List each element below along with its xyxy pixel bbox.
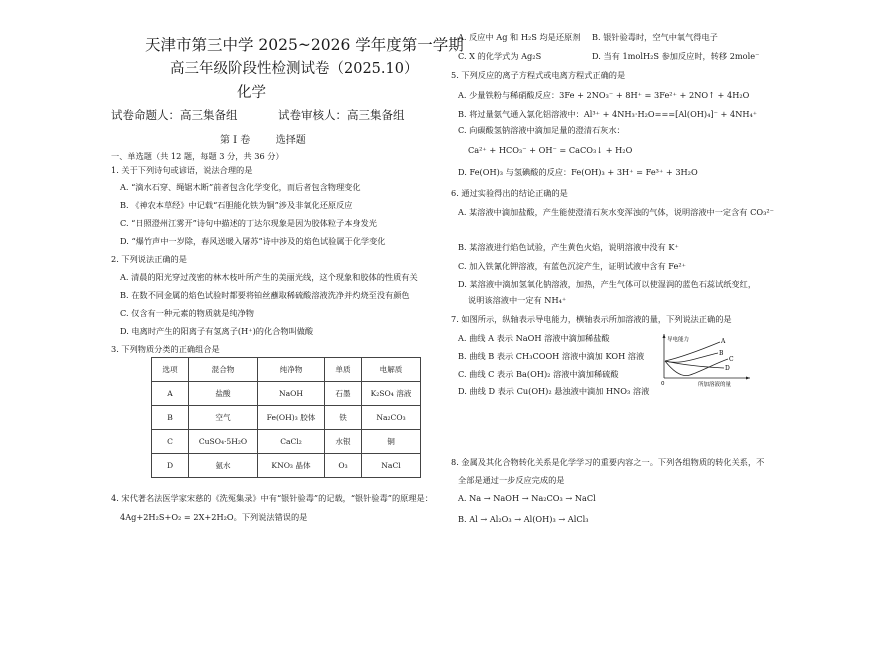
q2-option-a: A. 清晨的阳光穿过茂密的林木枝叶所产生的美丽光线，这个现象和胶体的性质有关: [120, 272, 418, 282]
table-cell: 铁: [325, 406, 362, 430]
q6-option-b: B. 某溶液进行焰色试验，产生黄色火焰，说明溶液中没有 K⁺: [458, 242, 679, 252]
reviewer-label: 试卷审核人：高三集备组: [278, 108, 405, 122]
table-header-cell: 单质: [325, 358, 362, 382]
q8-option-a: A. Na → NaOH → Na₂CO₃ → NaCl: [458, 493, 596, 503]
table-cell: 铜: [362, 430, 421, 454]
q3-stem: 3. 下列物质分类的正确组合是: [111, 344, 220, 354]
q4-option-b: B. 银针验毒时，空气中氧气得电子: [592, 32, 718, 42]
conductivity-chart: [658, 331, 754, 389]
q6-option-a: A. 某溶液中滴加盐酸，产生能使澄清石灰水变浑浊的气体，说明溶液中一定含有 CO₃²⁻: [458, 207, 774, 217]
table-row: [152, 430, 421, 454]
q7-option-c: C. 曲线 C 表示 Ba(OH)₂ 溶液中滴加稀硫酸: [458, 369, 619, 379]
q2-option-b: B. 在数不同金属的焰色试验时都要将铂丝蘸取稀硫酸溶液洗净并灼烧至没有颜色: [120, 290, 410, 300]
curve-d-label: D: [725, 365, 730, 372]
table-header-cell: 纯净物: [258, 358, 325, 382]
q5-option-b: B. 将过量氨气通入氯化铝溶液中：Al³⁺ + 4NH₃·H₂O===[Al(OH)₄]⁻ + 4NH₄⁺: [458, 109, 758, 119]
table-header-row: [152, 358, 421, 382]
table-header-cell: 选项: [152, 358, 189, 382]
y-axis-arrow: [663, 334, 666, 338]
table-cell: NaOH: [258, 382, 325, 406]
table-cell: C: [152, 430, 189, 454]
subject-label: 化学: [237, 85, 266, 101]
table-cell: K₂SO₄ 溶液: [362, 382, 421, 406]
q7-option-b: B. 曲线 B 表示 CH₃COOH 溶液中滴加 KOH 溶液: [458, 351, 645, 361]
q1-option-d: D. “爆竹声中一岁除，春风送暖入屠苏”诗中涉及的焰色试验属于化学变化: [120, 236, 386, 246]
q5-option-c-equation: Ca²⁺ + HCO₃⁻ + OH⁻ = CaCO₃↓ + H₂O: [468, 145, 633, 155]
table-cell: 氨水: [189, 454, 258, 478]
x-axis-label: 所加溶液的量: [698, 382, 732, 388]
y-axis-label: 导电能力: [667, 337, 690, 343]
setter-label: 试卷命题人：高三集备组: [111, 108, 238, 122]
table-cell: Fe(OH)₃ 胶体: [258, 406, 325, 430]
table-cell: A: [152, 382, 189, 406]
q6-option-d-cont: 说明该溶液中一定有 NH₄⁺: [468, 295, 567, 305]
classification-table: [151, 357, 421, 478]
table-cell: Na₂CO₃: [362, 406, 421, 430]
table-cell: 石墨: [325, 382, 362, 406]
part-heading: 一、单选题（共 12 题，每题 3 分，共 36 分）: [111, 151, 284, 161]
q2-option-c: C. 仅含有一种元素的物质就是纯净物: [120, 308, 254, 318]
curve-b-label: B: [719, 350, 724, 357]
q4-option-a: A. 反应中 Ag 和 H₂S 均是还原剂: [458, 32, 581, 42]
curve-a: [665, 342, 720, 361]
table-cell: D: [152, 454, 189, 478]
table-cell: KNO₃ 晶体: [258, 454, 325, 478]
curve-a-label: A: [721, 338, 726, 345]
table-row: [152, 382, 421, 406]
q4-equation: 4Ag+2H₂S+O₂ = 2X+2H₂O。下列说法错误的是: [120, 512, 308, 522]
table-row: [152, 406, 421, 430]
q5-option-c: C. 向碳酸氢钠溶液中滴加足量的澄清石灰水：: [458, 125, 625, 135]
q1-stem: 1. 关于下列诗句或谚语，说法合理的是: [111, 165, 253, 175]
q4-stem: 4. 宋代著名法医学家宋慈的《洗冤集录》中有“银针验毒”的记载，“银针验毒”的原理是：: [111, 493, 433, 503]
q5-stem: 5. 下列反应的离子方程式或电离方程式正确的是: [451, 70, 626, 80]
q4-option-d: D. 当有 1molH₂S 参加反应时，转移 2mole⁻: [592, 51, 760, 61]
q1-option-a: A. “滴水石穿、绳锯木断”前者包含化学变化，而后者包含物理变化: [120, 182, 361, 192]
q6-stem: 6. 通过实验得出的结论正确的是: [451, 188, 568, 198]
x-axis-arrow: [746, 377, 750, 380]
table-cell: NaCl: [362, 454, 421, 478]
section-heading: 第 I 卷 选择题: [220, 135, 306, 146]
table-cell: CaCl₂: [258, 430, 325, 454]
exam-title: 天津市第三中学 2025~2026 学年度第一学期: [145, 36, 464, 54]
q8-stem: 8. 金属及其化合物转化关系是化学学习的重要内容之一。下列各组物质的转化关系，不: [451, 457, 765, 467]
q5-option-a: A. 少量铁粉与稀硝酸反应：3Fe + 2NO₃⁻ + 8H⁺ = 3Fe²⁺ + 2NO↑ + 4H₂O: [458, 90, 750, 100]
curve-c-label: C: [729, 356, 734, 363]
table-cell: O₃: [325, 454, 362, 478]
q2-stem: 2. 下列说法正确的是: [111, 254, 187, 264]
table-header-cell: 电解质: [362, 358, 421, 382]
q7-stem: 7. 如图所示，纵轴表示导电能力，横轴表示所加溶液的量，下列说法正确的是: [451, 314, 732, 324]
q7-option-d: D. 曲线 D 表示 Cu(OH)₂ 悬浊液中滴加 HNO₃ 溶液: [458, 386, 650, 396]
exam-subtitle: 高三年级阶段性检测试卷（2025.10）: [170, 61, 419, 77]
table-cell: B: [152, 406, 189, 430]
table-cell: 空气: [189, 406, 258, 430]
q8-stem-cont: 全部是通过一步反应完成的是: [458, 475, 565, 485]
q1-option-c: C. “日照澄州江雾开”诗句中描述的丁达尔现象是因为胶体粒子本身发光: [120, 218, 377, 228]
table-header-cell: 混合物: [189, 358, 258, 382]
curve-b: [665, 353, 718, 362]
q2-option-d: D. 电离时产生的阳离子有氢离子(H⁺)的化合物叫做酸: [120, 326, 314, 336]
origin-label: 0: [661, 381, 665, 387]
q8-option-b: B. Al → Al₂O₃ → Al(OH)₃ → AlCl₃: [458, 514, 589, 524]
q4-option-c: C. X 的化学式为 Ag₂S: [458, 51, 542, 61]
table-row: [152, 454, 421, 478]
table-cell: 盐酸: [189, 382, 258, 406]
table-cell: CuSO₄·5H₂O: [189, 430, 258, 454]
q5-option-d: D. Fe(OH)₃ 与氢碘酸的反应：Fe(OH)₃ + 3H⁺ = Fe³⁺ + 3H₂O: [458, 167, 698, 177]
table-cell: 水银: [325, 430, 362, 454]
q1-option-b: B. 《神农本草经》中记载“石胆能化铁为铜”涉及非氧化还原反应: [120, 200, 353, 210]
q7-option-a: A. 曲线 A 表示 NaOH 溶液中滴加稀盐酸: [458, 333, 610, 343]
q6-option-c: C. 加入铁氰化钾溶液，有蓝色沉淀产生，证明试液中含有 Fe²⁺: [458, 261, 686, 271]
q6-option-d: D. 某溶液中滴加氢氧化钠溶液，加热，产生气体可以使湿润的蓝色石蕊试纸变红，: [458, 279, 757, 289]
